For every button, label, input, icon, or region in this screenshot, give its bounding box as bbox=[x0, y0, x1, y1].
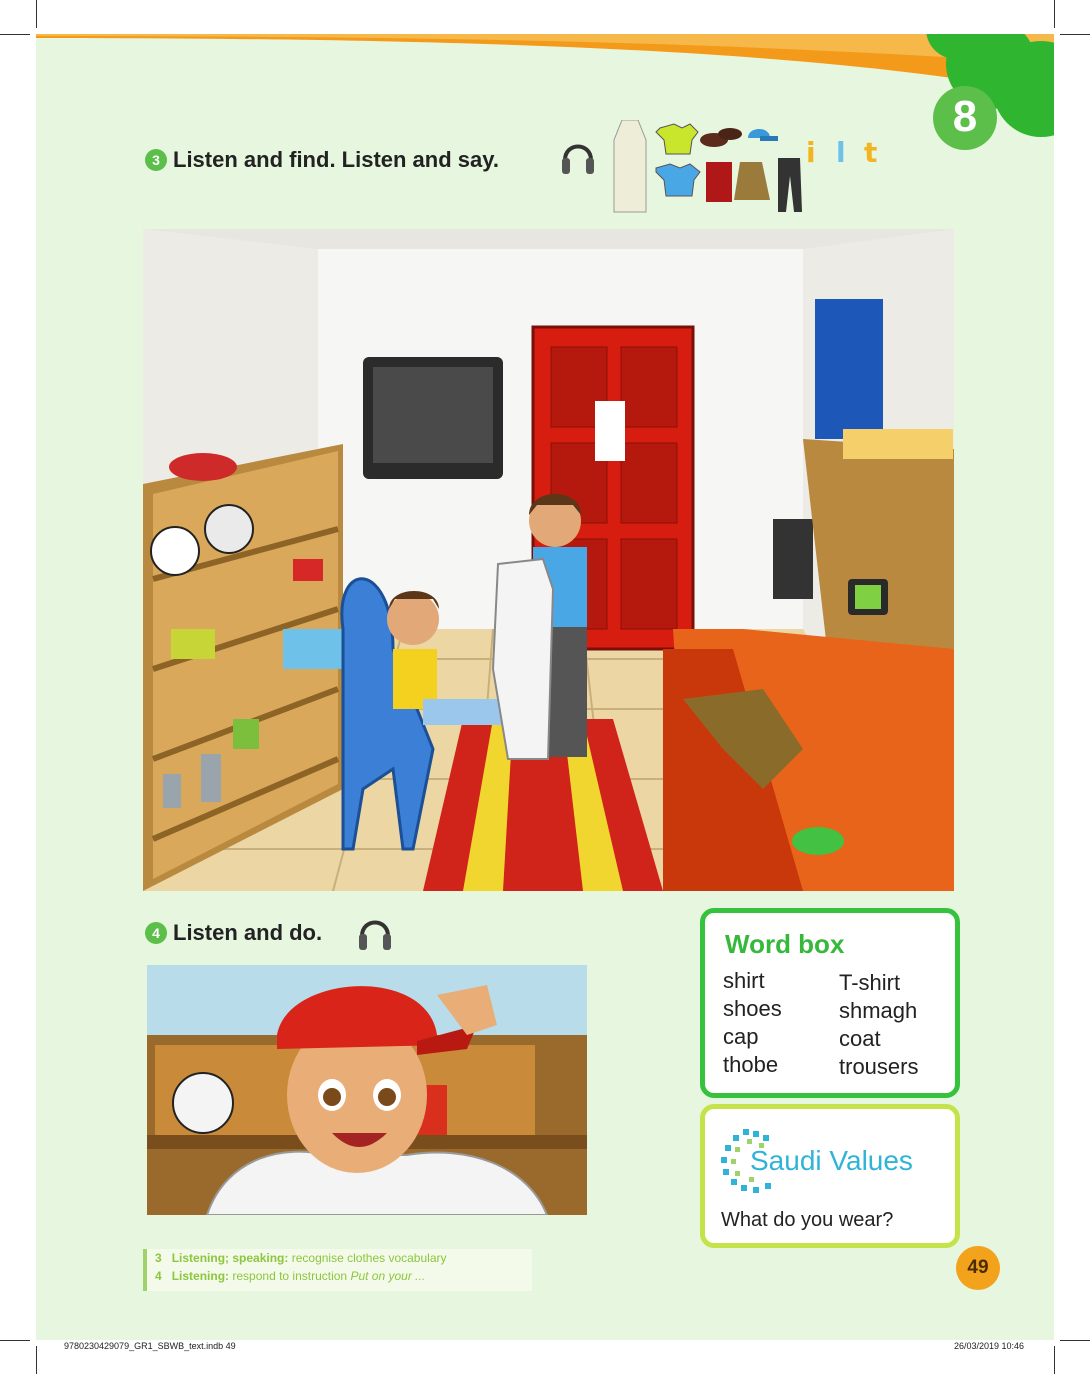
activity-3-instruction: Listen and find. Listen and say. bbox=[173, 147, 499, 173]
word-box bbox=[700, 908, 960, 1098]
teacher-notes bbox=[143, 1249, 532, 1291]
headphones-icon bbox=[560, 134, 596, 178]
word-item: coat bbox=[839, 1026, 881, 1051]
crop-mark bbox=[1060, 1340, 1090, 1341]
shoes-icon bbox=[700, 128, 742, 147]
activity-3-heading bbox=[145, 146, 499, 173]
word-box-column-1 bbox=[723, 967, 782, 1079]
boy-with-cap-illustration bbox=[147, 965, 587, 1215]
clothes-icons-strip bbox=[610, 120, 890, 220]
crop-mark bbox=[0, 34, 30, 35]
word-item: trousers bbox=[839, 1054, 919, 1079]
letter-l-icon: l bbox=[836, 136, 846, 169]
word-item: thobe bbox=[723, 1052, 779, 1077]
coat-icon bbox=[734, 162, 770, 200]
word-item: cap bbox=[723, 1024, 759, 1049]
word-box-column-2 bbox=[839, 969, 918, 1081]
tshirt-icon bbox=[656, 124, 698, 154]
activity-4-instruction: Listen and do. bbox=[173, 920, 323, 946]
crop-mark bbox=[1060, 34, 1090, 35]
crop-mark bbox=[1054, 0, 1055, 28]
crop-mark bbox=[1054, 1346, 1055, 1374]
bedroom-illustration bbox=[143, 229, 954, 891]
word-item: shmagh bbox=[839, 998, 918, 1023]
word-item: T-shirt bbox=[839, 970, 901, 995]
shmagh-icon bbox=[706, 162, 732, 202]
teacher-note-4 bbox=[155, 1267, 532, 1285]
thobe-icon bbox=[614, 120, 646, 212]
headphones-icon bbox=[357, 910, 393, 954]
saudi-values-title: Saudi Values bbox=[750, 1145, 913, 1176]
word-item: shirt bbox=[723, 968, 765, 993]
activity-4-number: 4 bbox=[145, 922, 167, 944]
footer-file-info: 9780230429079_GR1_SBWB_text.indb 49 bbox=[64, 1341, 236, 1351]
note-number: 3 bbox=[155, 1251, 162, 1265]
word-box-title: Word box bbox=[725, 929, 845, 959]
note-label: Listening: bbox=[171, 1269, 230, 1283]
crop-mark bbox=[0, 1340, 30, 1341]
crop-mark bbox=[36, 0, 37, 28]
activity-4-heading bbox=[145, 919, 322, 946]
note-text: respond to instruction bbox=[232, 1269, 348, 1283]
crop-mark bbox=[36, 1346, 37, 1374]
word-item: shoes bbox=[723, 996, 782, 1021]
note-italic-text: Put on your ... bbox=[350, 1269, 426, 1283]
letter-i-icon: i bbox=[806, 136, 816, 169]
saudi-values-question: What do you wear? bbox=[721, 1209, 894, 1231]
letter-t-icon: t bbox=[864, 136, 878, 169]
saudi-values-box bbox=[700, 1104, 960, 1248]
activity-3-number: 3 bbox=[145, 149, 167, 171]
note-number: 4 bbox=[155, 1269, 162, 1283]
teacher-note-3 bbox=[155, 1249, 532, 1267]
note-label: Listening; speaking: bbox=[171, 1251, 289, 1265]
note-text: recognise clothes vocabulary bbox=[291, 1251, 447, 1265]
unit-number-badge: 8 bbox=[933, 86, 997, 150]
trousers-icon bbox=[778, 158, 802, 212]
page-number: 49 bbox=[956, 1246, 1000, 1290]
footer-datetime: 26/03/2019 10:46 bbox=[954, 1341, 1025, 1351]
shirt-icon bbox=[656, 164, 700, 196]
cap-icon bbox=[748, 129, 778, 141]
